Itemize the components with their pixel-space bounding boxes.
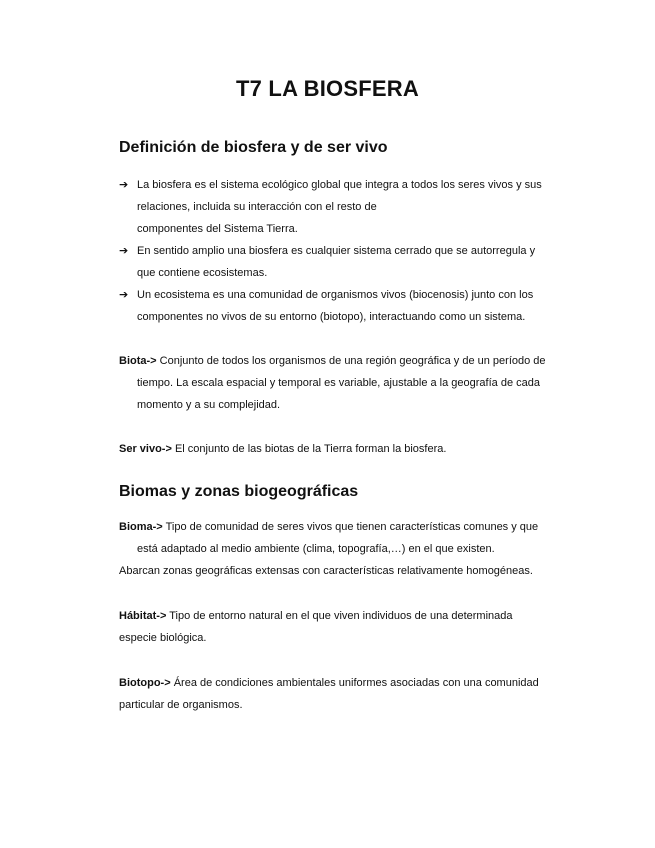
bullet-text-line: Un ecosistema es una comunidad de organismos vivos (biocenosis) junto con los [137,289,534,301]
definition-text: Conjunto de todos los organismos de una región geográfica y de un período de [156,355,546,367]
term-ser-vivo: Ser vivo-> [119,443,172,455]
definition-biotopo [119,672,556,716]
definition-text: momento y a su complejidad. [137,399,281,411]
definition-bullet-list [119,174,556,328]
bullet-text-line: La biosfera es el sistema ecológico global que integra a todos los seres vivos y sus [137,179,542,191]
bullet-text-line: componentes no vivos de su entorno (biotopo), interactuando como un sistema. [137,311,526,323]
definition-text: El conjunto de las biotas de la Tierra forman la biosfera. [171,443,447,455]
bullet-item [119,284,556,328]
definition-text: está adaptado al medio ambiente (clima, topografía,…) en el que existen. [137,543,495,555]
term-biota: Biota-> [119,355,157,367]
definition-text: Tipo de entorno natural en el que viven individuos de una determinada [166,610,513,622]
term-biotopo: Biotopo-> [119,677,171,689]
term-bioma: Bioma-> [119,521,163,533]
definition-habitat [119,605,556,649]
bullet-text-line: relaciones, incluida su interacción con el resto de [137,201,377,213]
definition-text: Abarcan zonas geográficas extensas con características relativamente homogéneas. [119,565,533,577]
definition-text: especie biológica. [119,632,207,644]
bullet-text-line: En sentido amplio una biosfera es cualquier sistema cerrado que se autorregula y [137,245,536,257]
bullet-text-line: que contiene ecosistemas. [137,267,268,279]
definition-bioma [119,516,556,582]
arrow-bullet-icon: ➔ [119,289,129,301]
definition-biota [119,350,556,416]
arrow-bullet-icon: ➔ [119,179,129,191]
term-habitat: Hábitat-> [119,610,167,622]
bullet-item [119,174,556,240]
arrow-bullet-icon: ➔ [119,245,129,257]
section-heading-biomas: Biomas y zonas biogeográficas [119,483,359,500]
bullet-item [119,240,556,284]
document-title: T7 LA BIOSFERA [236,76,419,101]
definition-text: Tipo de comunidad de seres vivos que tienen características comunes y que [162,521,539,533]
definition-ser-vivo [119,438,556,460]
definition-text: tiempo. La escala espacial y temporal es variable, ajustable a la geografía de cada [137,377,540,389]
definition-text: particular de organismos. [119,699,243,711]
bullet-text-line: componentes del Sistema Tierra. [137,223,298,235]
section-heading-definicion: Definición de biosfera y de ser vivo [119,139,388,156]
definition-text: Área de condiciones ambientales uniformes asociadas con una comunidad [170,677,539,689]
